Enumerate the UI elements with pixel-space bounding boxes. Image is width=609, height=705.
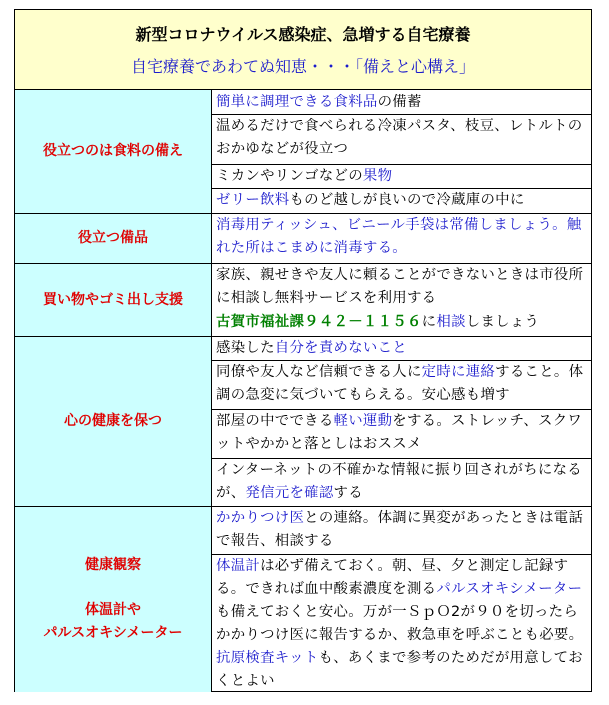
- table-header: [15, 10, 591, 90]
- mental-text-4a: インターネットの不確かな情報に振り回されがちになるが、: [216, 462, 582, 501]
- food-row-3: [216, 165, 584, 188]
- mental-text-3b: をする。ストレッチ、スクワットやかかと落としはおススメ: [216, 413, 583, 452]
- health-label-3: パルスオキシメーター: [43, 625, 183, 641]
- shopping-row-1: 家族、親せきや友人に頼ることができないときは市役所に相談し無料サービスを利用する: [216, 267, 584, 306]
- health-text-2c: も、あくまで参考のためだが用意しておくとよい: [216, 650, 583, 689]
- health-link-2b[interactable]: パルスオキシメーター: [436, 581, 583, 597]
- welfare-phone: 古賀市福祉課９４２－１１５６: [216, 314, 422, 330]
- mental-text-2b: すること。体調の急変に気づいてもらえる。安心感も増す: [216, 364, 584, 403]
- section-label-food: 役立つのは食料の備え: [15, 90, 212, 213]
- food-row-4: [216, 189, 584, 212]
- mental-link-1[interactable]: 自分を責めないこと: [274, 340, 407, 356]
- shopping-row-2: [216, 311, 584, 334]
- section-label-health: [15, 507, 212, 692]
- health-row-1: [216, 507, 584, 553]
- health-text-2a: は必ず備えておく。朝、昼、夕と測定し記録する。できれば血中酸素濃度を測る: [216, 558, 569, 597]
- mental-text-2a: 同僚や友人など信頼できる人に: [216, 364, 422, 380]
- mental-link-4[interactable]: 発信元を確認: [245, 485, 334, 501]
- mental-text-1: 感染した: [216, 340, 275, 356]
- food-link-1[interactable]: 簡単に調理できる食料品: [216, 94, 378, 110]
- health-text-1: との連絡。体調に異変があったときは電話で報告、相談する: [216, 510, 584, 549]
- food-row-2: 温めるだけで食べられる冷凍パスタ、枝豆、レトルトのおかゆなどが役立つ: [216, 118, 583, 157]
- health-link-2a[interactable]: 体温計: [216, 558, 261, 574]
- page-title: 新型コロナウイルス感染症、急増する自宅療養: [135, 25, 471, 44]
- section-label-supplies: 役立つ備品: [15, 214, 212, 263]
- food-link-4[interactable]: ゼリー飲料: [216, 192, 290, 208]
- mental-text-4b: する: [333, 485, 363, 501]
- health-link-1[interactable]: かかりつけ医: [216, 510, 305, 526]
- shopping-link[interactable]: 相談: [436, 314, 466, 330]
- page-subtitle: 自宅療養であわてぬ知恵・・・「備えと心構え」: [130, 57, 475, 76]
- health-label-2: 体温計や: [85, 602, 141, 618]
- health-text-2b: も備えておくと安心。万が一ＳｐＯ2が９０を切ったらかかりつけ医に報告するか、救急車を呼ぶことも必要。: [216, 604, 584, 643]
- mental-link-2[interactable]: 定時に連絡: [421, 364, 496, 380]
- food-row-1: [216, 91, 584, 114]
- mental-link-3[interactable]: 軽い運動: [333, 413, 393, 429]
- mental-row-4: [216, 459, 584, 505]
- mental-row-3: [216, 410, 584, 456]
- food-text-4: ものど越しが良いので冷蔵庫の中に: [289, 192, 525, 208]
- shopping-text-a: に: [421, 314, 437, 330]
- section-label-mental: 心の健康を保つ: [15, 337, 212, 506]
- food-text-3: ミカンやリンゴなどの: [216, 168, 363, 184]
- food-text-1: の備蓄: [377, 94, 422, 110]
- supplies-row-1: 消毒用ティッシュ、ビニール手袋は常備しましょう。触れた所はこまめに消毒する。: [216, 217, 582, 256]
- section-label-shopping: 買い物やゴミ出し支援: [15, 264, 212, 336]
- health-label-1: 健康観察: [85, 557, 141, 573]
- health-link-2c[interactable]: 抗原検査キット: [216, 650, 319, 666]
- food-link-3[interactable]: 果物: [362, 168, 393, 184]
- mental-row-1: [216, 337, 584, 360]
- health-row-2: [216, 555, 584, 693]
- shopping-text-b: しましょう: [465, 314, 540, 330]
- mental-text-3a: 部屋の中でできる: [216, 413, 334, 429]
- info-table: [14, 9, 592, 692]
- mental-row-2: [216, 361, 584, 407]
